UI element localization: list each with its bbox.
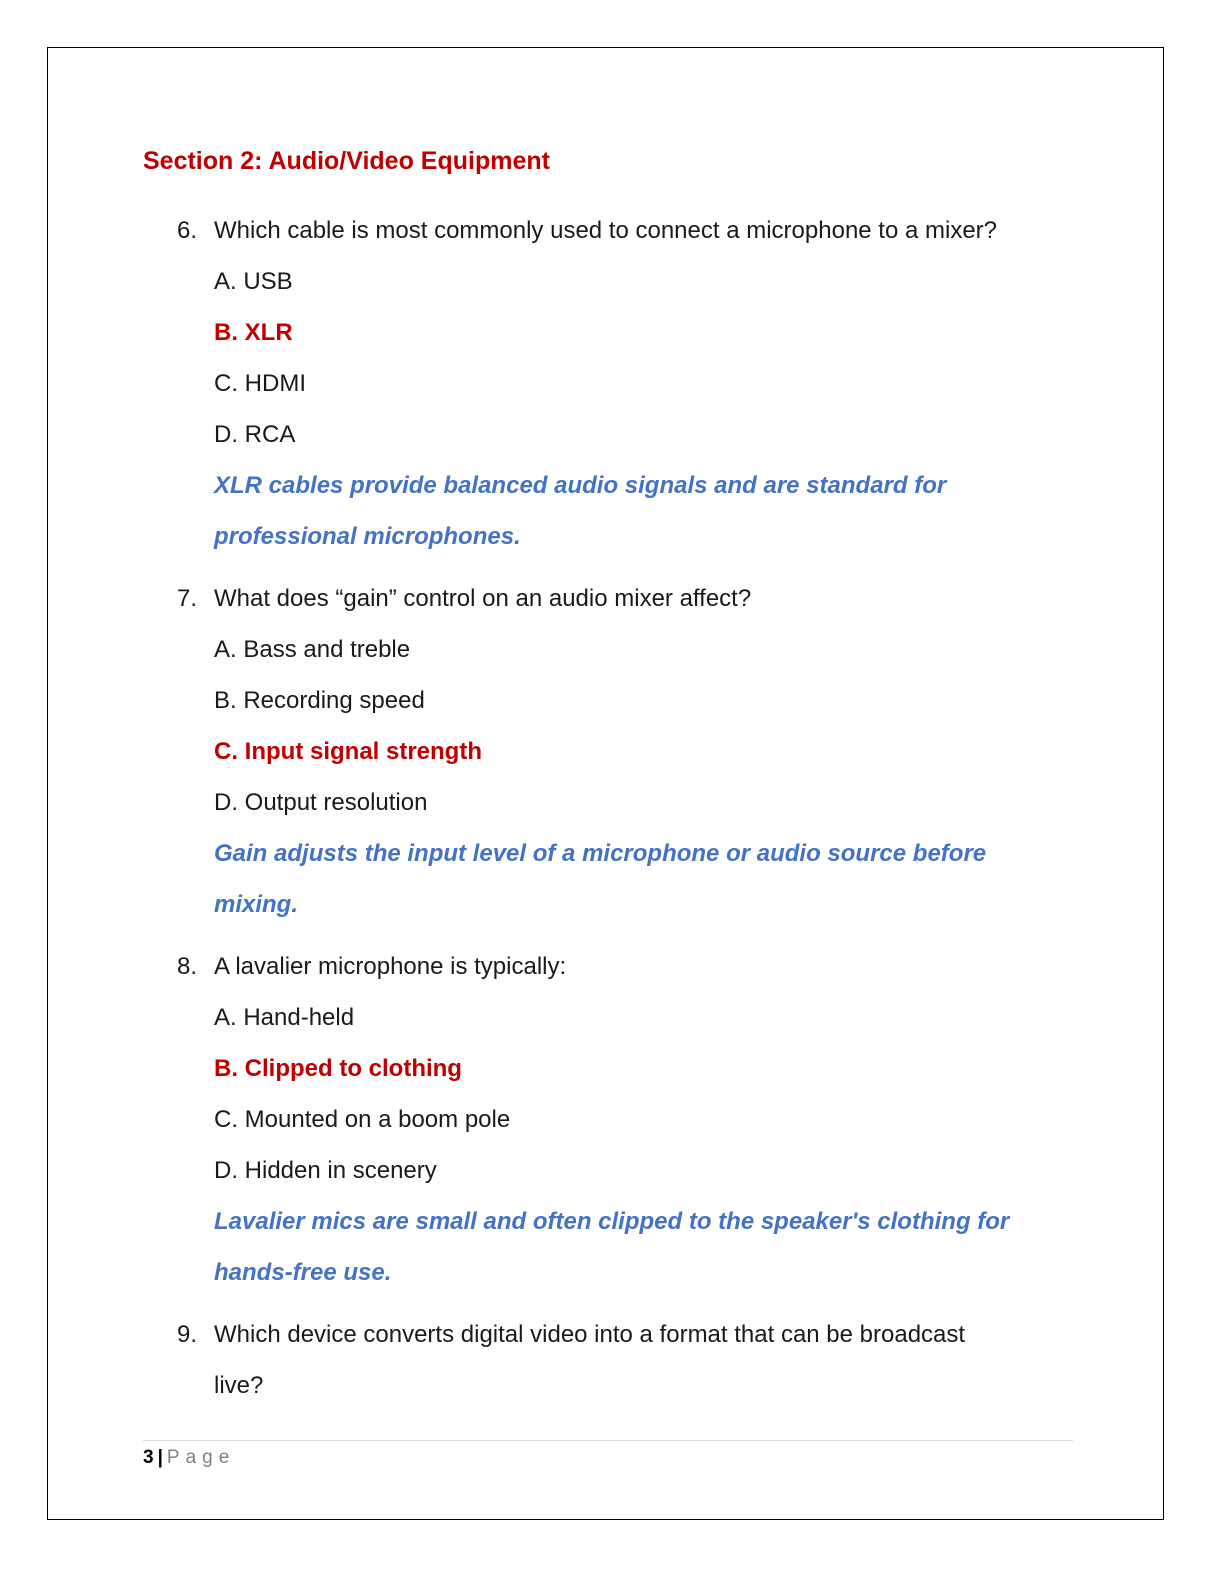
page-footer [143, 1444, 235, 1472]
document-body [143, 143, 1083, 1411]
explanation [214, 460, 1083, 562]
option-c: C. HDMI [214, 370, 306, 397]
question-8 [143, 941, 1083, 1298]
section-title: Section 2: Audio/Video Equipment [143, 147, 550, 175]
option-d: D. RCA [214, 421, 296, 448]
explanation-line: professional microphones. [214, 523, 521, 550]
question-7 [143, 573, 1083, 930]
option-a: A. Bass and treble [214, 636, 411, 663]
question-number: 7. [177, 585, 198, 612]
option-c: C. Mounted on a boom pole [214, 1106, 511, 1133]
explanation-line: Lavalier mics are small and often clipped to the speaker's clothing for [214, 1208, 1010, 1235]
option-d: D. Output resolution [214, 789, 428, 816]
page-word: Page [166, 1447, 236, 1468]
footer-divider [143, 1440, 1073, 1441]
question-number: 8. [177, 953, 198, 980]
question-6 [143, 205, 1083, 562]
option-b: B. Recording speed [214, 687, 425, 714]
option-a: A. Hand-held [214, 1004, 355, 1031]
explanation-line: hands-free use. [214, 1259, 392, 1286]
question-text: Which cable is most commonly used to connect a microphone to a mixer? [214, 217, 998, 244]
question-9 [143, 1309, 1083, 1411]
question-text: A lavalier microphone is typically: [214, 953, 567, 980]
question-number: 6. [177, 217, 198, 244]
explanation-line: XLR cables provide balanced audio signals and are standard for [214, 472, 947, 499]
option-b-correct: B. XLR [214, 319, 293, 346]
footer-separator: | [157, 1447, 163, 1468]
explanation-line: mixing. [214, 891, 299, 918]
explanation [214, 1196, 1083, 1298]
explanation [214, 828, 1083, 930]
explanation-line: Gain adjusts the input level of a microphone or audio source before [214, 840, 987, 867]
question-text-line: Which device converts digital video into a format that can be broadcast [214, 1321, 966, 1348]
option-d: D. Hidden in scenery [214, 1157, 437, 1184]
question-text: What does “gain” control on an audio mixer affect? [214, 585, 752, 612]
option-b-correct: B. Clipped to clothing [214, 1055, 462, 1082]
page-number: 3 [143, 1447, 154, 1468]
question-number: 9. [177, 1321, 198, 1348]
question-text-line: live? [214, 1372, 264, 1399]
option-c-correct: C. Input signal strength [214, 738, 482, 765]
option-a: A. USB [214, 268, 293, 295]
